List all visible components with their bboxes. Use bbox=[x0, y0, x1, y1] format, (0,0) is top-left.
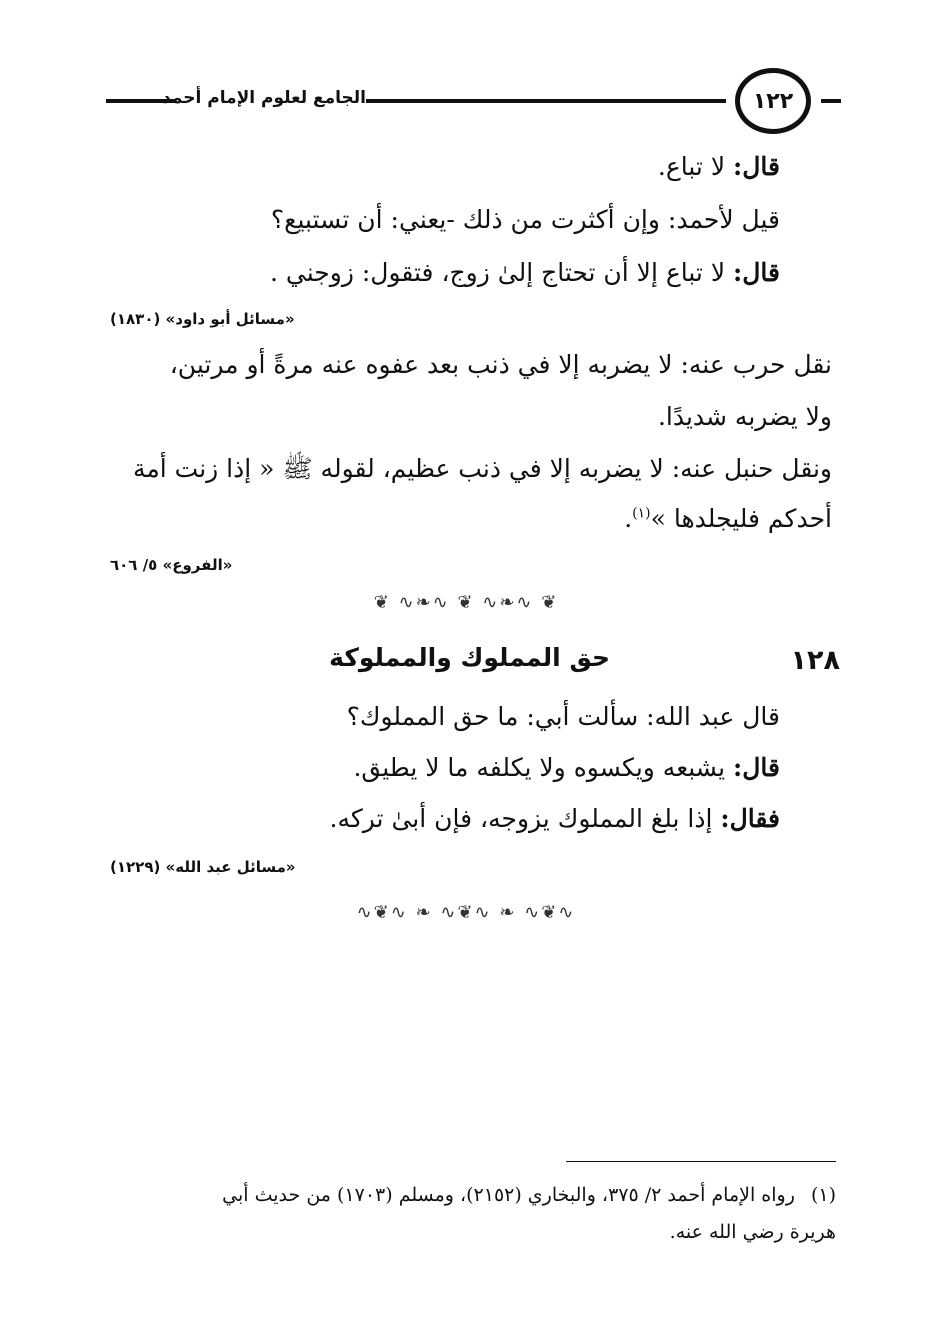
header-rule-left bbox=[106, 99, 176, 103]
footnote-marker: (١) bbox=[810, 1184, 836, 1206]
speaker-label: قال: bbox=[733, 152, 780, 181]
paragraph-text: إذا بلغ المملوك يزوجه، فإن أبىٰ تركه. bbox=[329, 804, 713, 833]
paragraph-text-end: . bbox=[624, 504, 633, 533]
speaker-label: قال: bbox=[733, 258, 780, 287]
paragraph-line bbox=[658, 152, 780, 182]
source-citation: «مسائل أبو داود» (١٨٣٠) bbox=[110, 310, 295, 328]
footnote-separator bbox=[566, 1161, 836, 1162]
ornamental-divider: ❦ ∿❧∿ ❦ ∿❧∿ ❦ bbox=[373, 592, 559, 613]
page-number: ١٢٢ bbox=[752, 88, 794, 114]
header-rule-middle bbox=[366, 99, 726, 103]
header-rule-right bbox=[821, 99, 841, 103]
paragraph-text: يشبعه ويكسوه ولا يكلفه ما لا يطيق. bbox=[353, 753, 726, 782]
running-title: الجامع لعلوم الإمام أحمد bbox=[162, 88, 366, 108]
ornamental-divider: ∿❦∿ ❧ ∿❦∿ ❧ ∿❦∿ bbox=[356, 902, 576, 923]
source-citation: «مسائل عبد الله» (١٢٢٩) bbox=[110, 858, 296, 876]
speaker-label: قال: bbox=[733, 753, 780, 782]
footnote-line: هريرة رضي الله عنه. bbox=[669, 1221, 836, 1243]
paragraph-line: قيل لأحمد: وإن أكثرت من ذلك -يعني: أن تستبيع؟ bbox=[270, 205, 780, 234]
source-citation: «الفروع» ٥/ ٦٠٦ bbox=[110, 556, 233, 574]
footnote-line bbox=[222, 1184, 836, 1207]
footnote-reference: (١) bbox=[632, 505, 651, 522]
paragraph-line bbox=[624, 504, 832, 534]
paragraph-text: لا تباع إلا أن تحتاج إلىٰ زوج، فتقول: زوجني . bbox=[270, 258, 726, 287]
speaker-label: فقال: bbox=[720, 804, 780, 833]
paragraph-text: أحدكم فليجلدها » bbox=[650, 504, 832, 533]
page-number-badge bbox=[735, 68, 811, 134]
paragraph-text: لا تباع. bbox=[657, 152, 726, 181]
section-number: ١٢٨ bbox=[790, 645, 840, 676]
paragraph-line: ولا يضربه شديدًا. bbox=[657, 402, 832, 431]
paragraph-line bbox=[353, 753, 780, 783]
paragraph-line: ونقل حنبل عنه: لا يضربه إلا في ذنب عظيم، لقوله ﷺ « إذا زنت أمة bbox=[132, 454, 832, 483]
page-header bbox=[96, 62, 841, 142]
paragraph-line bbox=[330, 804, 781, 834]
footnote-text: رواه الإمام أحمد ٢/ ٣٧٥، والبخاري (٢١٥٢)، ومسلم (١٧٠٣) من حديث أبي bbox=[222, 1184, 795, 1206]
section-title: حق المملوك والمملوكة bbox=[329, 643, 610, 672]
paragraph-line: قال عبد الله: سألت أبي: ما حق المملوك؟ bbox=[346, 702, 780, 731]
paragraph-line: نقل حرب عنه: لا يضربه إلا في ذنب بعد عفوه عنه مرةً أو مرتين، bbox=[169, 350, 832, 379]
paragraph-line bbox=[270, 258, 780, 288]
